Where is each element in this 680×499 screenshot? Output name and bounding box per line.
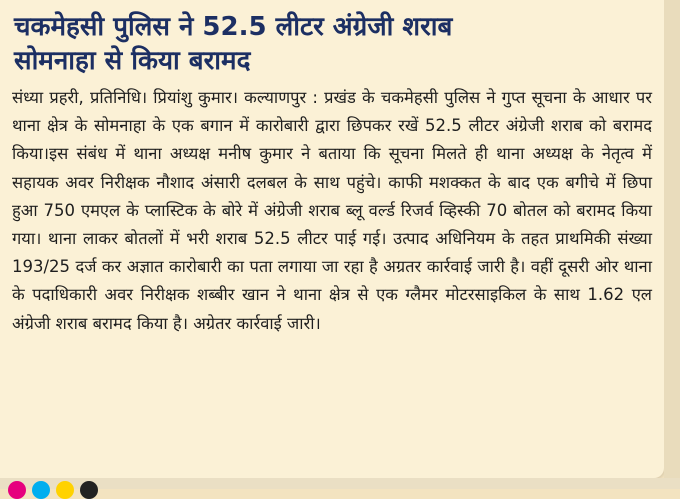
article-body [0, 84, 664, 338]
headline-line-2: सोमनाहा से किया बरामद [14, 46, 251, 76]
registration-dot-black [80, 481, 98, 499]
registration-dot-magenta [8, 481, 26, 499]
article-text: कल्याणपुर : प्रखंड के चकमेहसी पुलिस ने गुप्त सूचना के आधार पर थाना क्षेत्र के सोमनाहा के एक बगान में कारोबारी द्वारा छिपकर रखें 52.5 लीटर अंग्रेजी शराब को बरामद किया।इस संबंध में थाना अध्यक्ष मनीष कुमार ने बताया कि सूचना मिलते ही थाना अध्यक्ष के नेतृत्व में सहायक अवर निरीक्षक नौशाद अंसारी दलबल के साथ पहुंचे। काफी मशक्कत के बाद एक बगीचे में छिपा हुआ 750 एमएल के प्लास्टिक के बोरे में अंग्रेजी शराब ब्लू वर्ल्ड रिजर्व व्हिस्की 70 बोतल को बरामद किया गया। थाना लाकर बोतलों में भरी शराब 52.5 लीटर पाई गई। उत्पाद अधिनियम के तहत प्राथमिकी संख्या 193/25 दर्ज कर अज्ञात कारोबारी का पता लगाया जा रहा है अग्रतर कार्रवाई जारी है। वहीं दूसरी ओर थाना के पदाधिकारी अवर निरीक्षक शब्बीर खान ने थाना क्षेत्र से एक ग्लैमर मोटरसाइकिल के साथ 1.62 एल अंग्रेजी शराब बरामद किया है। अग्रेतर कार्रवाई जारी। [12, 88, 652, 333]
page-edge-right [664, 0, 680, 489]
byline: संध्या प्रहरी, प्रतिनिधि। प्रियांशु कुमार। [12, 88, 238, 107]
registration-dot-yellow [56, 481, 74, 499]
headline [0, 0, 664, 78]
registration-marks [8, 481, 98, 495]
headline-line-1: चकमेहसी पुलिस ने 52.5 लीटर अंग्रेजी शराब [14, 12, 453, 42]
page-edge-bottom [0, 478, 680, 489]
registration-dot-cyan [32, 481, 50, 499]
